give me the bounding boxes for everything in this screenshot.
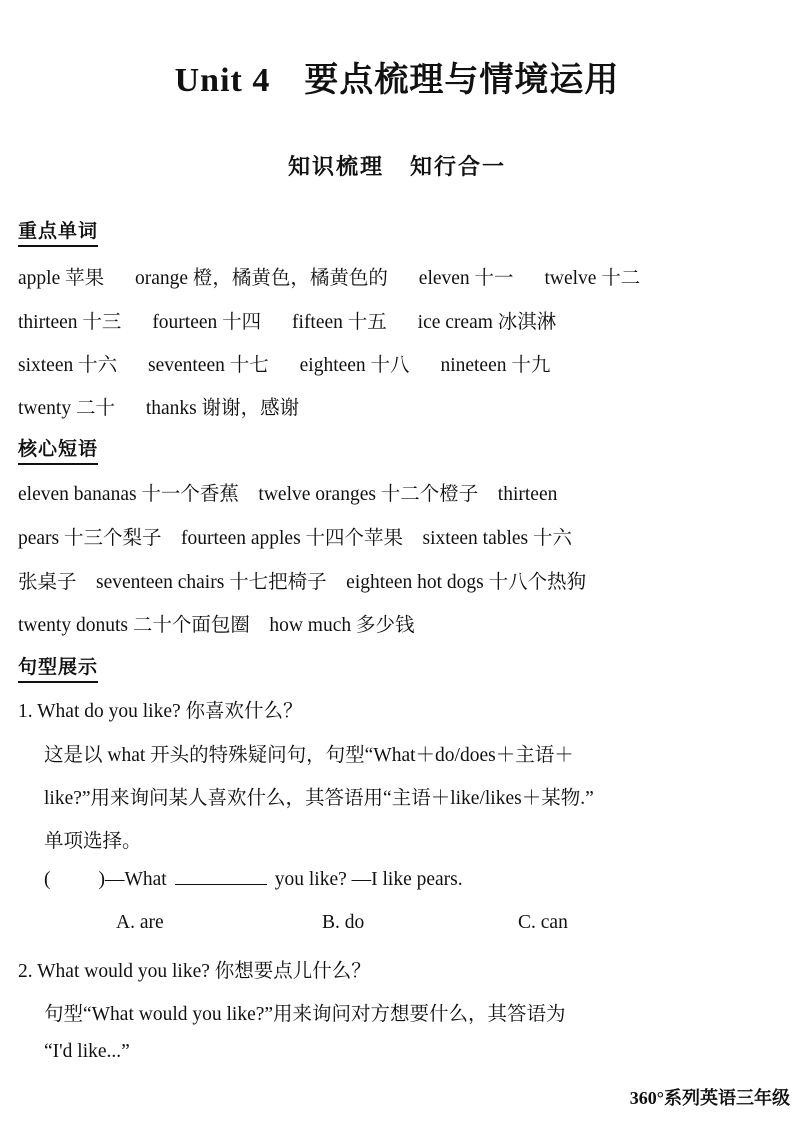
vocab-line-3 [18, 349, 782, 377]
subtitle-right: 知行合一 [410, 155, 507, 180]
vocab-item: eleven 十一 [418, 268, 514, 289]
q2-explain-2: “I'd like...” [44, 1041, 130, 1062]
exercise-stem: )—What [98, 869, 167, 890]
phrase-line-1: eleven bananas 十一个香蕉 twelve oranges 十二个橙子 thirteen [18, 484, 558, 505]
option-c[interactable]: C. can [518, 912, 568, 933]
q1-explain-1: 这是以 what 开头的特殊疑问句，句型“What＋do/does＋主语＋ [44, 745, 574, 766]
vocab-item: thanks 谢谢，感谢 [145, 398, 300, 419]
q1-exercise [44, 868, 463, 891]
phrases-heading: 核心短语 [18, 434, 98, 465]
q2-title: 2. What would you like? 你想要点儿什么？ [18, 961, 371, 982]
vocab-item: seventeen 十七 [147, 355, 269, 376]
q1-explain-2: like?”用来询问某人喜欢什么，其答语用“主语＋like/likes＋某物.” [44, 788, 594, 809]
answer-paren-open: ( [44, 869, 51, 890]
vocab-item: ice cream 冰淇淋 [417, 312, 557, 333]
vocab-item: nineteen 十九 [440, 355, 551, 376]
vocab-line-1 [18, 262, 782, 290]
section-subtitle [0, 150, 794, 181]
phrase-line-4: twenty donuts 二十个面包圈 how much 多少钱 [18, 615, 415, 636]
exercise-tail: you like? —I like pears. [274, 869, 463, 890]
subtitle-left: 知识梳理 [287, 155, 384, 180]
vocab-item: fourteen 十四 [152, 312, 262, 333]
option-b[interactable]: B. do [322, 912, 365, 933]
vocab-item: fifteen 十五 [292, 312, 387, 333]
vocab-item: eighteen 十八 [299, 355, 410, 376]
patterns-heading: 句型展示 [18, 652, 98, 683]
vocab-item: twenty 二十 [18, 398, 115, 419]
q2-explain-1: 句型“What would you like?”用来询问对方想要什么，其答语为 [44, 1004, 566, 1025]
vocab-item: orange 橙，橘黄色，橘黄色的 [134, 268, 388, 289]
vocab-item: thirteen 十三 [18, 312, 122, 333]
fill-blank[interactable] [175, 868, 267, 885]
vocab-item: sixteen 十六 [18, 355, 118, 376]
unit-topic: 要点梳理与情境运用 [304, 60, 620, 100]
page-title [0, 52, 794, 101]
vocab-line-2 [18, 306, 782, 334]
vocab-line-4 [18, 392, 782, 420]
q1-explain-3: 单项选择。 [44, 831, 142, 852]
unit-label: Unit 4 [174, 62, 271, 99]
phrase-line-3: 张桌子 seventeen chairs 十七把椅子 eighteen hot dogs 十八个热狗 [18, 572, 587, 593]
vocab-item: twelve 十二 [544, 268, 641, 289]
vocab-heading: 重点单词 [18, 216, 98, 247]
q1-title: 1. What do you like? 你喜欢什么？ [18, 701, 303, 722]
phrase-line-2: pears 十三个梨子 fourteen apples 十四个苹果 sixteen tables 十六 [18, 528, 573, 549]
vocab-item: apple 苹果 [18, 268, 105, 289]
footer-series: 360°系列英语三年级 [629, 1088, 790, 1108]
option-a[interactable]: A. are [116, 912, 164, 933]
